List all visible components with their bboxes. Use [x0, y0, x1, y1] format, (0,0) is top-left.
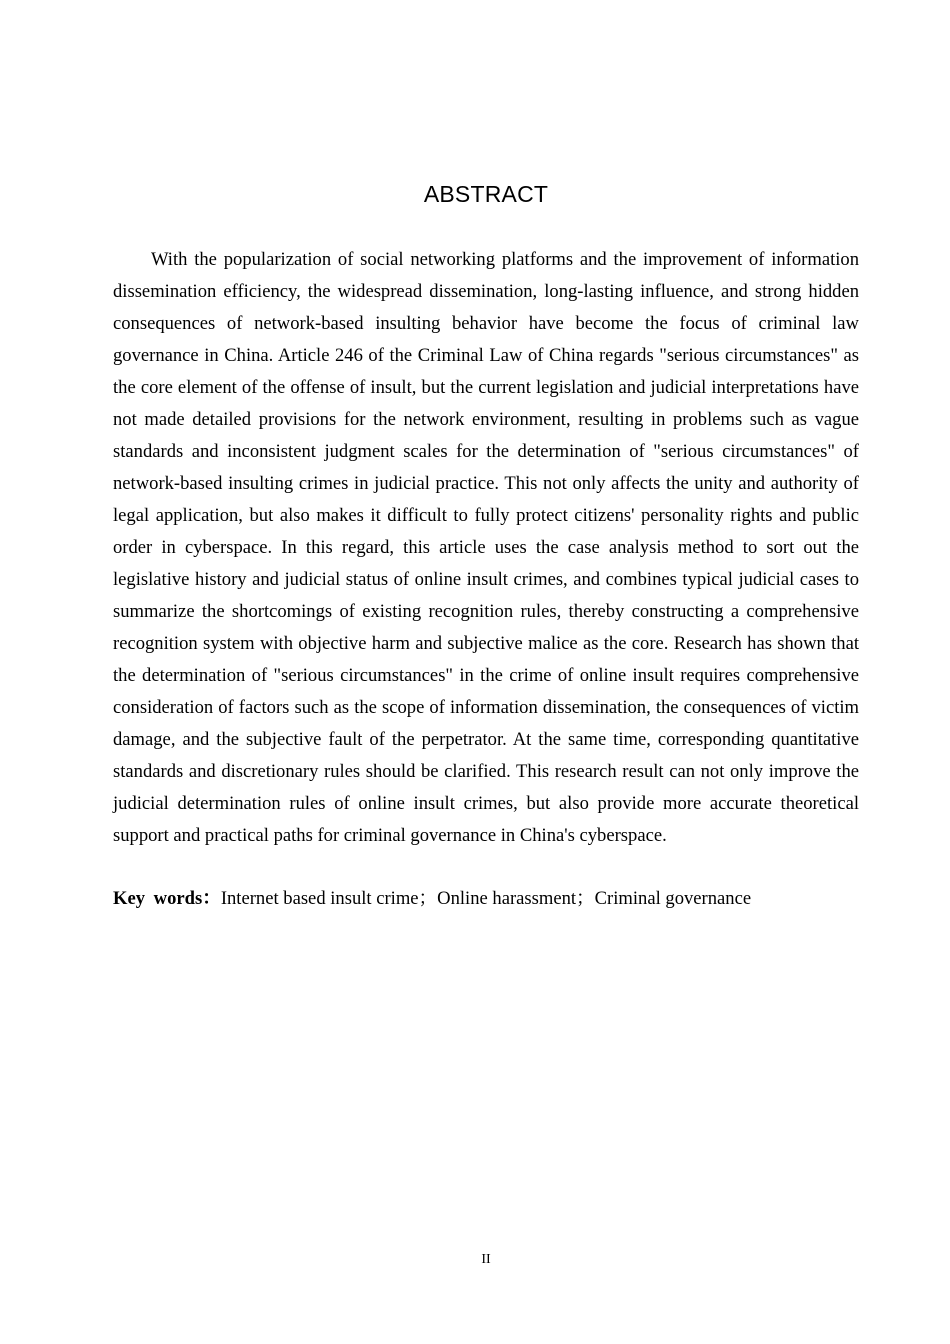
keywords-label: Key words：	[113, 888, 221, 909]
page-number: II	[481, 1252, 491, 1267]
abstract-heading: ABSTRACT	[423, 181, 549, 207]
abstract-paragraph: With the popularization of social networking platforms and the improvement of information dissemination efficiency, the widespread dissemination, long-lasting influence, and strong hidden consequences of network-based insulting behavior have become the focus of criminal law governance in China. Article 246 of the Criminal Law of China regards "serious circumstances" as the core element of the offense of insult, but the current legislation and judicial interpretations have not made detailed provisions for the network environment, resulting in problems such as vague standards and inconsistent judgment scales for the determination of "serious circumstances" of network-based insulting crimes in judicial practice. This not only affects the unity and authority of legal application, but also makes it difficult to fully protect citizens' personality rights and public order in cyberspace. In this regard, this article uses the case analysis method to sort out the legislative history and judicial status of online insult crimes, and combines typical judicial cases to summarize the shortcomings of existing recognition rules, thereby constructing a comprehensive recognition system with objective harm and subjective malice as the core. Research has shown that the determination of "serious circumstances" in the crime of online insult requires comprehensive consideration of factors such as the scope of information dissemination, the consequences of victim damage, and the subjective fault of the perpetrator. At the same time, corresponding quantitative standards and discretionary rules should be clarified. This research result can not only improve the judicial determination rules of online insult crimes, but also provide more accurate theoretical support and practical paths for criminal governance in China's cyberspace.	[113, 249, 859, 846]
keywords-line	[113, 883, 859, 915]
keywords-list: Internet based insult crime；Online harassment；Criminal governance	[220, 888, 752, 909]
